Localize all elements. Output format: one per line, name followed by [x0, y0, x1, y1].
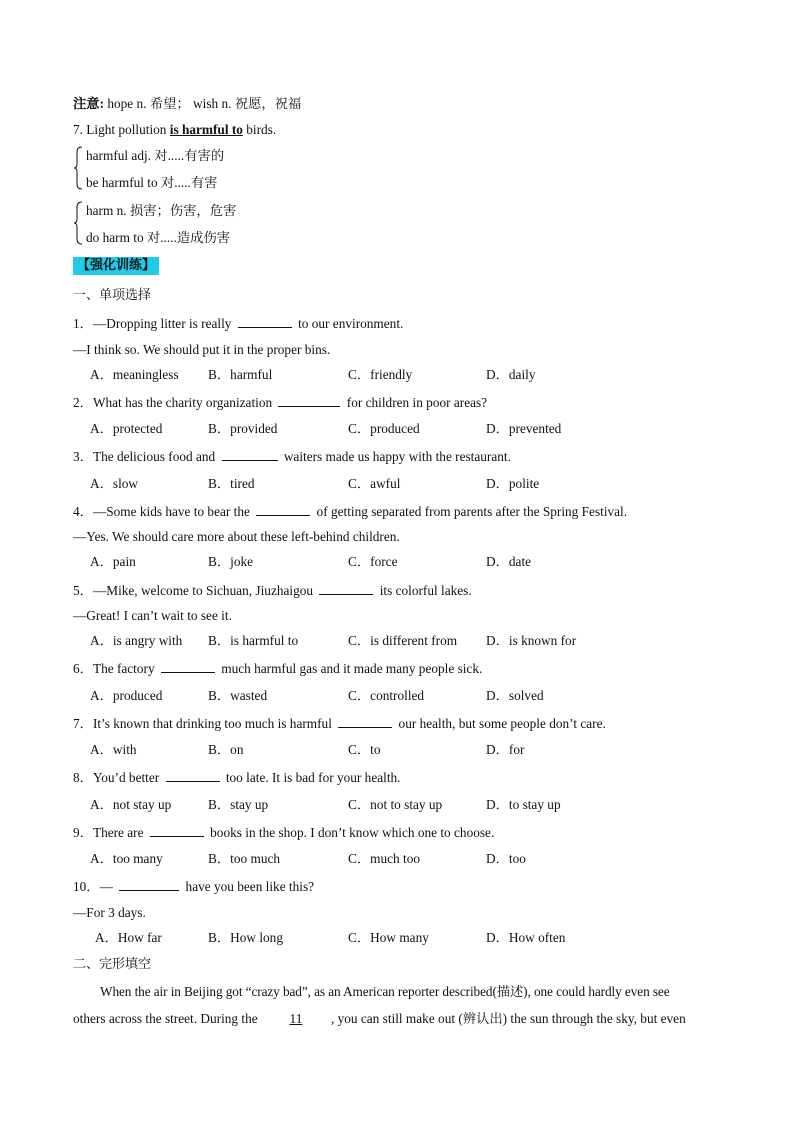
cloze-blank-11[interactable]: 11: [289, 1011, 303, 1026]
option-b[interactable]: B．too much: [208, 851, 281, 866]
option-a[interactable]: A．slow: [90, 476, 139, 491]
question-8: 8．You’d better too late. It is bad for your health.: [73, 770, 401, 785]
question-5: 5．—Mike, welcome to Sichuan, Jiuzhaigou its colorful lakes.: [73, 583, 472, 598]
option-c[interactable]: C．force: [348, 554, 398, 569]
answer-blank[interactable]: [166, 769, 220, 782]
passage-line-1: When the air in Beijing got “crazy bad”, as an American reporter described(描述), one could hardly even see: [100, 984, 670, 999]
option-d[interactable]: D．prevented: [486, 421, 562, 436]
example-7: [73, 122, 276, 138]
question-7: 7．It’s known that drinking too much is harmful our health, but some people don’t care.: [73, 716, 606, 731]
answer-blank[interactable]: [278, 394, 340, 407]
question-4-options: [90, 554, 730, 570]
passage-line-2: others across the street. During the 11 , you can still make out (辨认出) the sun through the sky, but even: [73, 1011, 686, 1026]
option-c[interactable]: C．not to stay up: [348, 797, 443, 812]
question-4-reply: —Yes. We should care more about these left-behind children.: [73, 529, 400, 544]
option-b[interactable]: B．harmful: [208, 367, 273, 382]
question-10-reply: —For 3 days.: [73, 905, 146, 920]
answer-blank[interactable]: [256, 503, 310, 516]
answer-blank[interactable]: [161, 660, 215, 673]
option-c[interactable]: C．to: [348, 742, 381, 757]
part-2-title: 二、完形填空: [73, 957, 152, 972]
option-c[interactable]: C．produced: [348, 421, 420, 436]
option-a[interactable]: A．with: [90, 742, 137, 757]
brace-1: [73, 146, 83, 190]
example-7-suffix: birds.: [242, 122, 277, 137]
option-d[interactable]: D．How often: [486, 930, 566, 945]
option-b[interactable]: B．tired: [208, 476, 255, 491]
question-6-options: [90, 688, 730, 704]
answer-blank[interactable]: [119, 878, 179, 891]
option-b[interactable]: B．wasted: [208, 688, 268, 703]
part-1-title: 一、单项选择: [73, 288, 152, 303]
question-1: 1．—Dropping litter is really to our environment.: [73, 316, 404, 331]
answer-blank[interactable]: [319, 582, 373, 595]
question-8-options: [90, 797, 730, 813]
question-5-options: [90, 633, 730, 649]
example-7-prefix: 7. Light pollution: [73, 122, 170, 137]
question-10: 10．— have you been like this?: [73, 879, 315, 894]
question-3-options: [90, 476, 730, 492]
option-d[interactable]: D．solved: [486, 688, 544, 703]
option-d[interactable]: D．is known for: [486, 633, 577, 648]
option-c[interactable]: C．How many: [348, 930, 429, 945]
option-a[interactable]: A．How far: [95, 930, 162, 945]
option-b[interactable]: B．on: [208, 742, 244, 757]
option-a[interactable]: A．meaningless: [90, 367, 179, 382]
answer-blank[interactable]: [338, 715, 392, 728]
brace-2-line-1: harm n. 损害；伤害，危害: [86, 203, 237, 218]
option-a[interactable]: A．not stay up: [90, 797, 172, 812]
question-3: 3．The delicious food and waiters made us happy with the restaurant.: [73, 449, 511, 464]
answer-blank[interactable]: [238, 315, 292, 328]
option-c[interactable]: C．controlled: [348, 688, 425, 703]
option-a[interactable]: A．pain: [90, 554, 136, 569]
question-9-options: [90, 851, 730, 867]
option-b[interactable]: B．provided: [208, 421, 278, 436]
answer-blank[interactable]: [222, 448, 278, 461]
note-label: 注意:: [73, 96, 105, 111]
option-d[interactable]: D．date: [486, 554, 532, 569]
option-d[interactable]: D．for: [486, 742, 525, 757]
option-b[interactable]: B．joke: [208, 554, 254, 569]
brace-1-line-1: harmful adj. 对.....有害的: [86, 148, 225, 163]
question-1-reply: —I think so. We should put it in the proper bins.: [73, 342, 331, 357]
option-c[interactable]: C．much too: [348, 851, 421, 866]
option-d[interactable]: D．polite: [486, 476, 540, 491]
question-2-options: [90, 421, 730, 437]
option-b[interactable]: B．stay up: [208, 797, 269, 812]
option-d[interactable]: D．to stay up: [486, 797, 561, 812]
question-2: 2．What has the charity organization for children in poor areas?: [73, 395, 488, 410]
option-a[interactable]: A．protected: [90, 421, 163, 436]
option-c[interactable]: C．is different from: [348, 633, 458, 648]
question-9: 9．There are books in the shop. I don’t know which one to choose.: [73, 825, 495, 840]
brace-1-line-2: be harmful to 对.....有害: [86, 175, 218, 190]
question-5-reply: —Great! I can’t wait to see it.: [73, 608, 232, 623]
option-c[interactable]: C．friendly: [348, 367, 413, 382]
brace-2-line-2: do harm to 对.....造成伤害: [86, 230, 231, 245]
option-d[interactable]: D．daily: [486, 367, 536, 382]
option-a[interactable]: A．produced: [90, 688, 163, 703]
option-d[interactable]: D．too: [486, 851, 526, 866]
section-label: 【强化训练】: [73, 257, 159, 275]
option-a[interactable]: A．is angry with: [90, 633, 183, 648]
question-10-options: [95, 930, 735, 946]
option-b[interactable]: B．is harmful to: [208, 633, 299, 648]
question-4: 4．—Some kids have to bear the of getting separated from parents after the Spring Festival.: [73, 504, 628, 519]
question-6: 6．The factory much harmful gas and it made many people sick.: [73, 661, 483, 676]
question-1-options: [90, 367, 730, 383]
note-text: hope n. 希望； wish n. 祝愿，祝福: [104, 96, 302, 111]
question-7-options: [90, 742, 730, 758]
option-c[interactable]: C．awful: [348, 476, 401, 491]
note-line: [73, 96, 301, 112]
option-b[interactable]: B．How long: [208, 930, 283, 945]
answer-blank[interactable]: [150, 824, 204, 837]
example-7-phrase: is harmful to: [169, 122, 243, 137]
brace-2: [73, 201, 83, 245]
option-a[interactable]: A．too many: [90, 851, 163, 866]
